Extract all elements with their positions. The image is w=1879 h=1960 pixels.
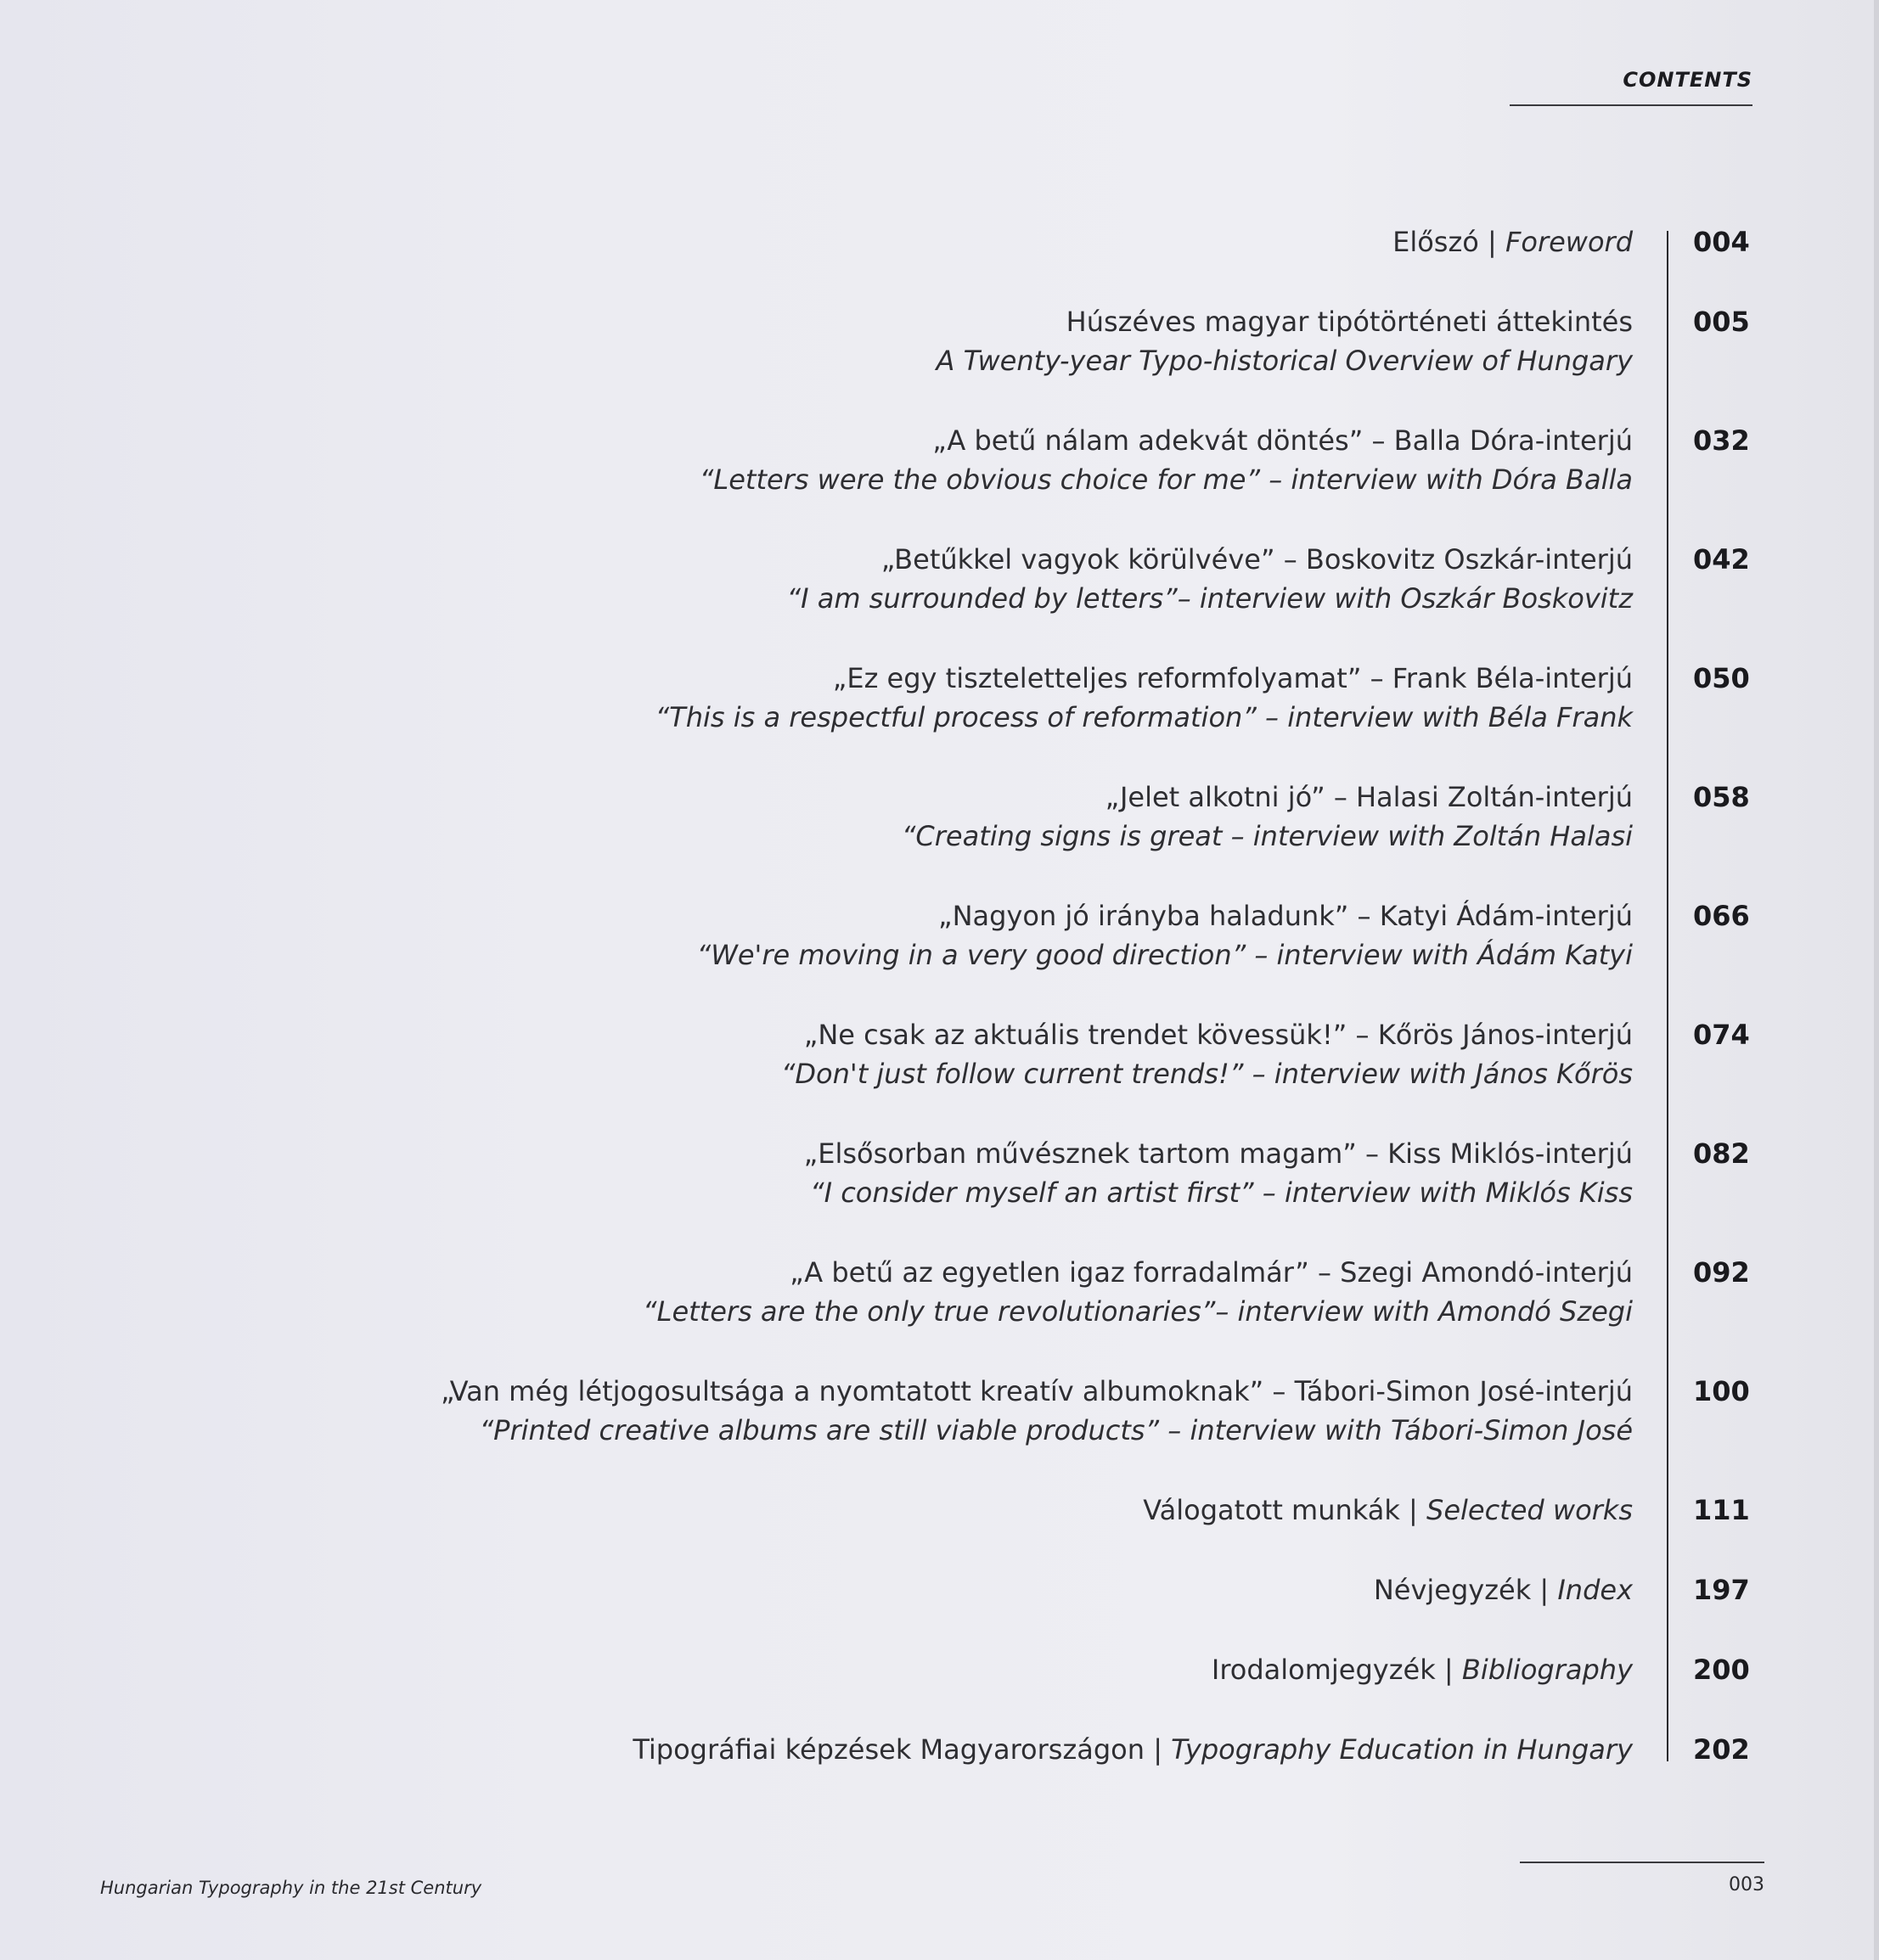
toc-entry-typography-education <box>633 1730 1633 1769</box>
toc-entry-foreword <box>1392 222 1633 261</box>
entry-separator: | <box>1409 1494 1418 1526</box>
entry-title-hu: Válogatott munkák <box>1143 1494 1400 1526</box>
entry-title-hu: „Nagyon jó irányba haladunk” – Katyi Ádám-interjú <box>937 900 1633 932</box>
toc-divider-line <box>1667 231 1668 1761</box>
toc-entry-halasi <box>902 778 1633 856</box>
entry-page-number: 074 <box>1693 1019 1750 1051</box>
entry-title-en: “We're moving in a very good direction” – interview with Ádám Katyi <box>696 939 1633 971</box>
entry-separator: | <box>1153 1733 1162 1766</box>
toc-entry-koros <box>781 1015 1633 1093</box>
entry-page-number: 032 <box>1693 424 1750 457</box>
section-title: CONTENTS <box>1623 68 1752 92</box>
entry-title-hu: „Betűkkel vagyok körülvéve” – Boskovitz Oszkár-interjú <box>880 543 1633 576</box>
entry-title-hu: Irodalomjegyzék <box>1211 1654 1436 1686</box>
toc-entry-szegi <box>643 1253 1633 1331</box>
entry-page-number: 058 <box>1693 781 1750 813</box>
footer-rule <box>1520 1862 1764 1863</box>
toc-entry-selected-works <box>1143 1491 1633 1530</box>
entry-title-en: “I consider myself an artist first” – interview with Miklós Kiss <box>810 1177 1633 1209</box>
entry-title-hu: „Jelet alkotni jó” – Halasi Zoltán-interjú <box>1105 781 1633 813</box>
entry-page-number: 200 <box>1693 1654 1750 1686</box>
toc-entry-tabori-simon <box>441 1372 1633 1450</box>
entry-title-en: “This is a respectful process of reformation” – interview with Béla Frank <box>655 701 1633 733</box>
entry-title-en: “I am surrounded by letters”– interview with Oszkár Boskovitz <box>786 582 1633 615</box>
section-title-rule <box>1510 104 1752 106</box>
entry-title-en: Typography Education in Hungary <box>1171 1733 1633 1766</box>
entry-title-en: “Letters are the only true revolutionaries”– interview with Amondó Szegi <box>643 1295 1633 1328</box>
entry-title-en: “Printed creative albums are still viable products” – interview with Tábori-Simon José <box>479 1414 1633 1446</box>
entry-title-en: A Twenty-year Typo-historical Overview of Hungary <box>936 345 1633 377</box>
entry-title-en: Index <box>1557 1574 1633 1606</box>
entry-title-hu: Előszó <box>1392 226 1479 258</box>
entry-title-hu: „A betű az egyetlen igaz forradalmár” – Szegi Amondó-interjú <box>790 1256 1633 1289</box>
toc-entry-bibliography <box>1212 1650 1633 1689</box>
entry-title-en: “Creating signs is great – interview with Zoltán Halasi <box>901 820 1633 852</box>
entry-title-en: “Don't just follow current trends!” – interview with János Kőrös <box>780 1058 1633 1090</box>
entry-title-en: Selected works <box>1426 1494 1633 1526</box>
entry-page-number: 202 <box>1693 1733 1750 1766</box>
entry-title-hu: „Elsősorban művésznek tartom magam” – Kiss Miklós-interjú <box>803 1137 1633 1170</box>
entry-page-number: 111 <box>1693 1494 1750 1526</box>
toc-entry-katyi <box>697 896 1633 974</box>
entry-page-number: 197 <box>1693 1574 1750 1606</box>
entry-title-en: Bibliography <box>1461 1654 1633 1686</box>
entry-page-number: 082 <box>1693 1137 1750 1170</box>
entry-page-number: 042 <box>1693 543 1750 576</box>
entry-page-number: 066 <box>1693 900 1750 932</box>
entry-title-en: Foreword <box>1505 226 1633 258</box>
entry-page-number: 050 <box>1693 662 1750 694</box>
entry-separator: | <box>1443 1654 1454 1686</box>
entry-page-number: 100 <box>1693 1375 1750 1407</box>
entry-page-number: 004 <box>1693 226 1750 258</box>
entry-title-en: “Letters were the obvious choice for me” – interview with Dóra Balla <box>699 463 1633 496</box>
entry-title-hu: Tipográfiai képzések Magyarországon <box>633 1733 1145 1766</box>
entry-separator: | <box>1488 226 1497 258</box>
toc-entry-index <box>1374 1570 1633 1609</box>
toc-entry-kiss <box>804 1134 1633 1212</box>
toc-entry-balla <box>700 421 1633 499</box>
entry-page-number: 005 <box>1693 306 1750 338</box>
footer-book-title: Hungarian Typography in the 21st Century <box>100 1878 482 1898</box>
entry-page-number: 092 <box>1693 1256 1750 1289</box>
entry-title-hu: „Van még létjogosultsága a nyomtatott kreatív albumoknak” – Tábori-Simon José-interjú <box>440 1375 1633 1407</box>
toc-entry-frank <box>655 659 1633 737</box>
footer-page-number: 003 <box>1729 1874 1764 1895</box>
toc-entry-overview <box>937 302 1634 380</box>
entry-title-hu: „A betű nálam adekvát döntés” – Balla Dóra-interjú <box>932 424 1633 457</box>
entry-title-hu: Névjegyzék <box>1373 1574 1532 1606</box>
entry-title-hu: „Ez egy tiszteletteljes reformfolyamat” – Frank Béla-interjú <box>832 662 1633 694</box>
entry-title-hu: „Ne csak az aktuális trendet kövessük!” – Kőrös János-interjú <box>803 1019 1633 1051</box>
entry-title-hu: Húszéves magyar tipótörténeti áttekintés <box>1066 306 1633 338</box>
page-edge <box>1874 0 1879 1960</box>
entry-separator: | <box>1539 1574 1550 1606</box>
toc-entry-boskovitz <box>787 540 1633 618</box>
